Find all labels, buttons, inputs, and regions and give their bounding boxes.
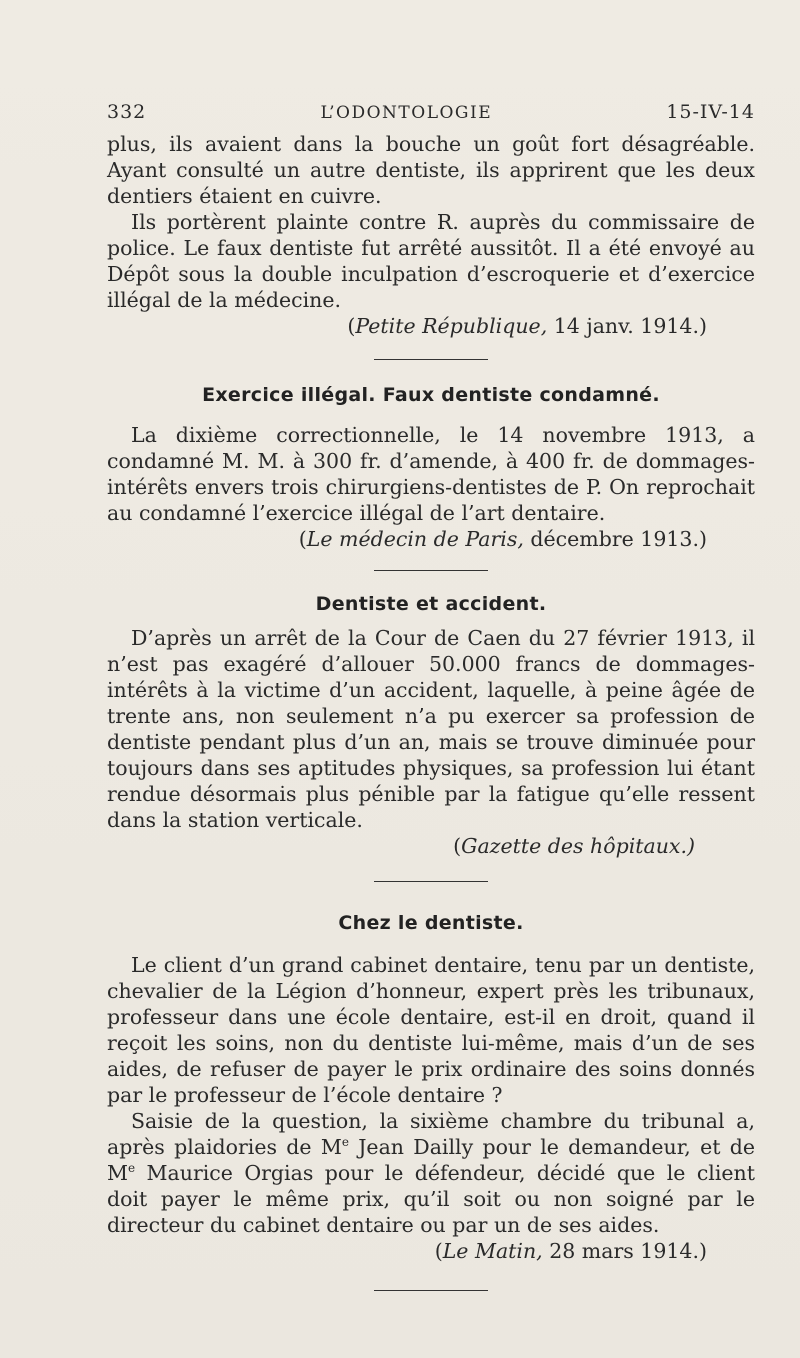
article-title-exercice-illegal: Exercice illégal. Faux dentiste condamné. xyxy=(202,384,660,406)
section-divider xyxy=(374,359,488,360)
issue-date: 15-IV-14 xyxy=(666,101,755,123)
article-2-paragraph: D’après un arrêt de la Cour de Caen du 27 février 1913, il n’est pas exagéré d’allouer 50.000 francs de dommages-intérêts à la victime d’un accident, laquelle, à peine âgée de trente ans, non seulement n’a pu exercer sa profession de dentiste pendant plus d’un an, mais se trouve diminuée pour toujours dans ses aptitudes physiques, sa profession lui étant rendue désormais plus pénible par la fatigue qu’elle ressent dans la station verticale. xyxy=(107,626,755,832)
article-3-source-date: 28 mars 1914.) xyxy=(542,1239,707,1263)
article-3-source: (Le Matin, 28 mars 1914.) xyxy=(434,1239,707,1263)
section-divider xyxy=(374,881,488,882)
intro-source-date: 14 janv. 1914.) xyxy=(547,314,707,338)
article-1-paragraph: La dixième correctionnelle, le 14 novembre 1913, a condamné M. M. à 300 fr. d’amende, à 400 fr. de dommages-intérêts envers trois chirurgiens-dentistes de P. On reprochait au condamné l’exercice illégal de l’art dentaire. xyxy=(107,423,755,525)
intro-paragraph-1: plus, ils avaient dans la bouche un goût fort désagréable. Ayant consulté un autre dentiste, ils apprirent que les deux dentiers étaient en cuivre. xyxy=(107,132,755,208)
running-header xyxy=(107,101,755,123)
intro-source-title: Petite République, xyxy=(355,314,548,338)
page-number: 332 xyxy=(107,101,147,123)
article-3-paragraph-2 xyxy=(107,1108,755,1238)
article-3-text-a: Saisie de la question, la sixième chambre du tribunal a, après plaidories de M xyxy=(107,1109,755,1159)
page-content xyxy=(107,101,755,1291)
article-1-source-title: Le médecin de Paris, xyxy=(306,527,524,551)
article-3-source-title: Le Matin, xyxy=(442,1239,543,1263)
article-3-text-b: Jean Dailly pour le demandeur, et de M xyxy=(107,1135,756,1185)
article-2-source: (Gazette des hôpitaux.) xyxy=(453,834,695,858)
section-divider xyxy=(374,570,488,571)
superscript: e xyxy=(341,1135,349,1150)
article-3-text-c: Maurice Orgias pour le défendeur, décidé que le client doit payer le même prix, qu’il soit ou non soigné par le directeur du cabinet dentaire ou par un de ses aides. xyxy=(107,1161,755,1237)
end-divider xyxy=(374,1290,488,1291)
article-1-source-date: décembre 1913.) xyxy=(523,527,707,551)
article-2-source-title: Gazette des hôpitaux.) xyxy=(461,834,695,858)
article-1-source: (Le médecin de Paris, décembre 1913.) xyxy=(298,527,707,551)
intro-source: (Petite République, 14 janv. 1914.) xyxy=(347,314,707,338)
journal-title: L’ODONTOLOGIE xyxy=(320,103,493,123)
superscript: e xyxy=(128,1161,136,1176)
article-title-dentiste-accident: Dentiste et accident. xyxy=(315,593,547,615)
article-3-paragraph-1: Le client d’un grand cabinet dentaire, tenu par un dentiste, chevalier de la Légion d’honneur, expert près les tribunaux, professeur dans une école dentaire, est-il en droit, quand il reçoit les soins, non du dentiste lui-même, mais d’un de ses aides, de refuser de payer le prix ordinaire des soins donnés par le professeur de l’école dentaire ? xyxy=(107,953,755,1107)
article-title-chez-le-dentiste: Chez le dentiste. xyxy=(338,912,524,934)
intro-paragraph-2: Ils portèrent plainte contre R. auprès du commissaire de police. Le faux dentiste fut arrêté aussitôt. Il a été envoyé au Dépôt sous la double inculpation d’escroquerie et d’exercice illégal de la médecine. xyxy=(107,210,755,312)
